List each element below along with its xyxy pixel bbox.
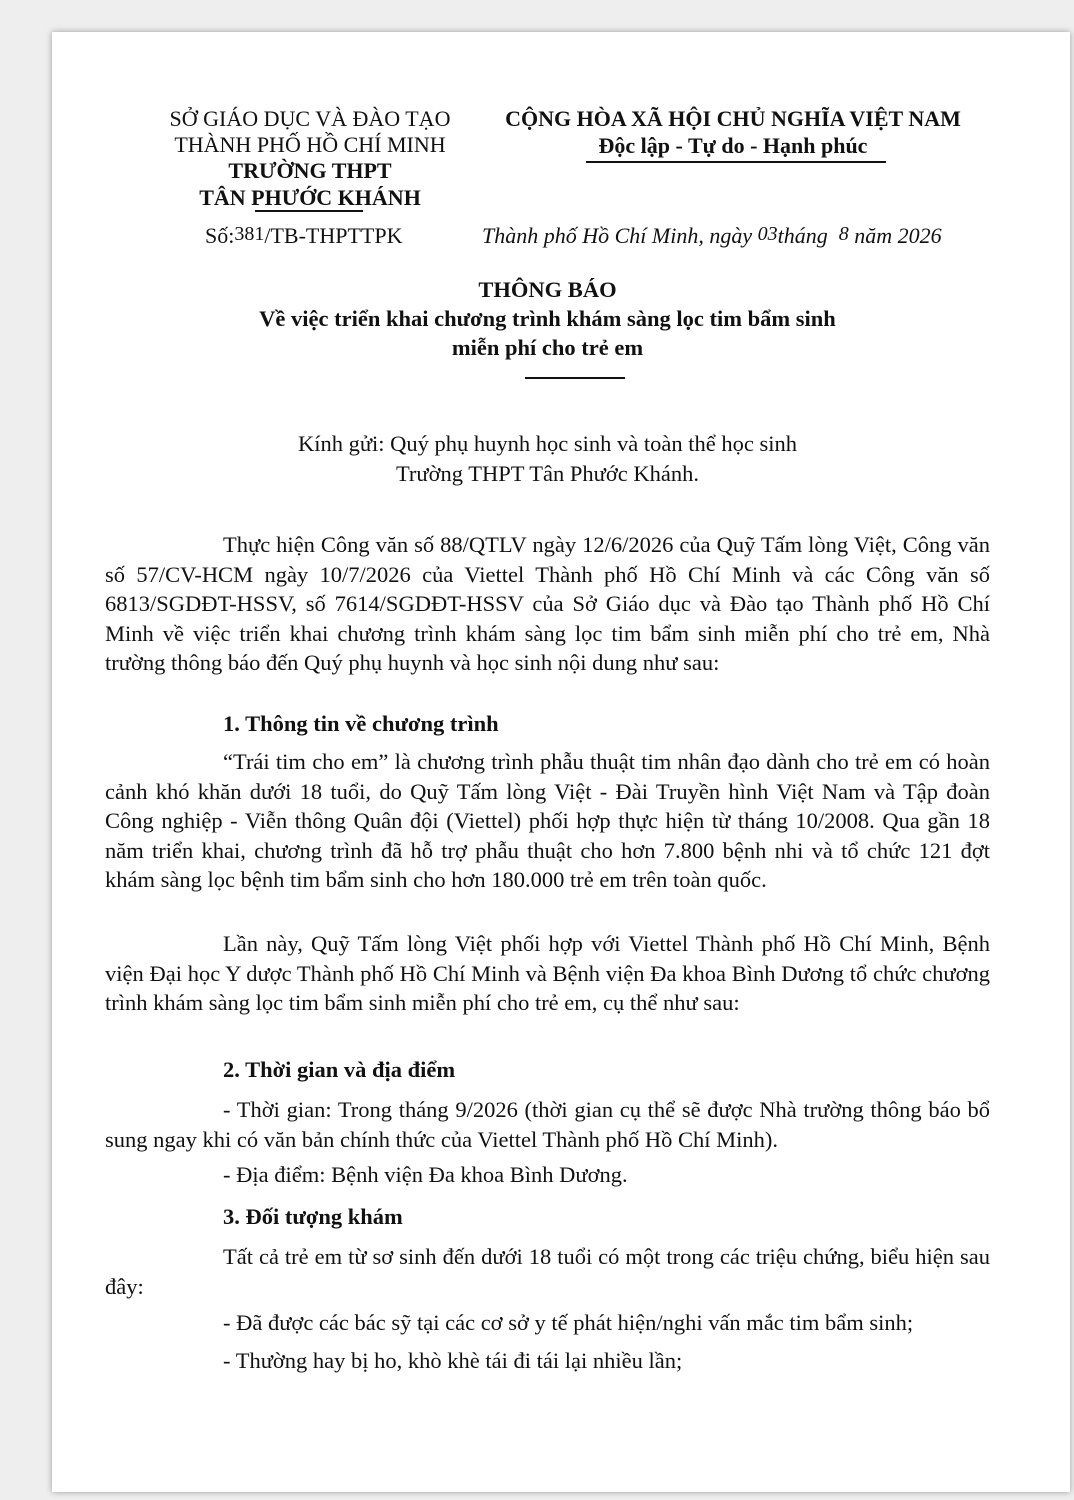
issue-date xyxy=(482,222,942,251)
notice-subject-line1: Về việc triển khai chương trình khám sàng lọc tim bẩm sinh xyxy=(259,306,836,331)
national-motto: Độc lập - Tự do - Hạnh phúc xyxy=(598,133,868,158)
section1-paragraph2: Lần này, Quỹ Tấm lòng Việt phối hợp với Viettel Thành phố Hồ Chí Minh, Bệnh viện Đại học Y dược Thành phố Hồ Chí Minh và Bệnh viện Đa khoa Bình Dương tổ chức chương trình khám sàng lọc tim bẩm sinh miễn phí cho trẻ em, cụ thể như sau: xyxy=(105,931,990,1015)
agency-city: THÀNH PHỐ HỒ CHÍ MINH xyxy=(174,132,446,157)
number-value: 381 xyxy=(234,223,265,245)
section3-item1: - Đã được các bác sỹ tại các cơ sở y tế phát hiện/nghi vấn mắc tim bẩm sinh; xyxy=(223,1310,914,1335)
document-number xyxy=(205,222,402,251)
section3-paragraph: Tất cả trẻ em từ sơ sinh đến dưới 18 tuổi có một trong các triệu chứng, biểu hiện sau đây: xyxy=(105,1244,990,1299)
number-suffix: /TB-THPTTPK xyxy=(264,223,403,248)
section3-item2: - Thường hay bị ho, khò khè tái đi tái lại nhiều lần; xyxy=(223,1348,683,1373)
motto-underline xyxy=(586,161,886,163)
number-prefix: Số: xyxy=(205,223,235,248)
section2-place: - Địa điểm: Bệnh viện Đa khoa Bình Dương. xyxy=(223,1162,628,1187)
recipient-line2: Trường THPT Tân Phước Khánh. xyxy=(395,461,699,486)
date-month: 8 xyxy=(838,223,849,245)
intro-paragraph: Thực hiện Công văn số 88/QTLV ngày 12/6/2026 của Quỹ Tấm lòng Việt, Công văn số 57/CV-HCM ngày 10/7/2026 của Viettel Thành phố Hồ Chí Minh và các Công văn số 6813/SGDĐT-HSSV, số 7614/SGDĐT-HSSV của Sở Giáo dục và Đào tạo Thành phố Hồ Chí Minh về việc triển khai chương trình khám sàng lọc tim bẩm sinh miễn phí cho trẻ em, Nhà trường thông báo đến Quý phụ huynh và học sinh nội dung như sau: xyxy=(105,532,990,675)
section2-time: - Thời gian: Trong tháng 9/2026 (thời gian cụ thể sẽ được Nhà trường thông báo bổ sung ngay khi có văn bản chính thức của Viettel Thành phố Hồ Chí Minh). xyxy=(105,1097,990,1152)
date-month-label: tháng xyxy=(777,223,828,248)
date-prefix: Thành phố Hồ Chí Minh, ngày xyxy=(482,223,753,248)
title-underline xyxy=(525,377,625,379)
section1-heading: 1. Thông tin về chương trình xyxy=(223,711,499,736)
recipient-line1: Kính gửi: Quý phụ huynh học sinh và toàn thể học sinh xyxy=(297,431,798,456)
national-title: CỘNG HÒA XÃ HỘI CHỦ NGHĨA VIỆT NAM xyxy=(505,106,961,131)
school-type: TRƯỜNG THPT xyxy=(228,158,392,183)
notice-subject-line2: miễn phí cho trẻ em xyxy=(451,335,644,360)
section2-heading: 2. Thời gian và địa điểm xyxy=(223,1057,456,1082)
section3-heading: 3. Đối tượng khám xyxy=(223,1204,403,1229)
school-name: TÂN PHƯỚC KHÁNH xyxy=(199,185,421,210)
notice-title: THÔNG BÁO xyxy=(478,277,617,302)
agency-name: SỞ GIÁO DỤC VÀ ĐÀO TẠO xyxy=(169,106,451,131)
date-year: năm 2026 xyxy=(854,223,942,248)
section1-paragraph1: “Trái tim cho em” là chương trình phẫu thuật tim nhân đạo dành cho trẻ em có hoàn cảnh khó khăn dưới 18 tuổi, do Quỹ Tấm lòng Việt - Đài Truyền hình Việt Nam và Tập đoàn Công nghiệp - Viễn thông Quân đội (Viettel) phối hợp thực hiện từ tháng 10/2008. Qua gần 18 năm triển khai, chương trình đã hỗ trợ phẫu thuật cho hơn 7.800 bệnh nhi và tổ chức 121 đợt khám sàng lọc bệnh tim bẩm sinh cho hơn 180.000 trẻ em trên toàn quốc. xyxy=(105,749,990,892)
date-day: 03 xyxy=(757,223,778,245)
school-name-underline xyxy=(255,210,363,212)
